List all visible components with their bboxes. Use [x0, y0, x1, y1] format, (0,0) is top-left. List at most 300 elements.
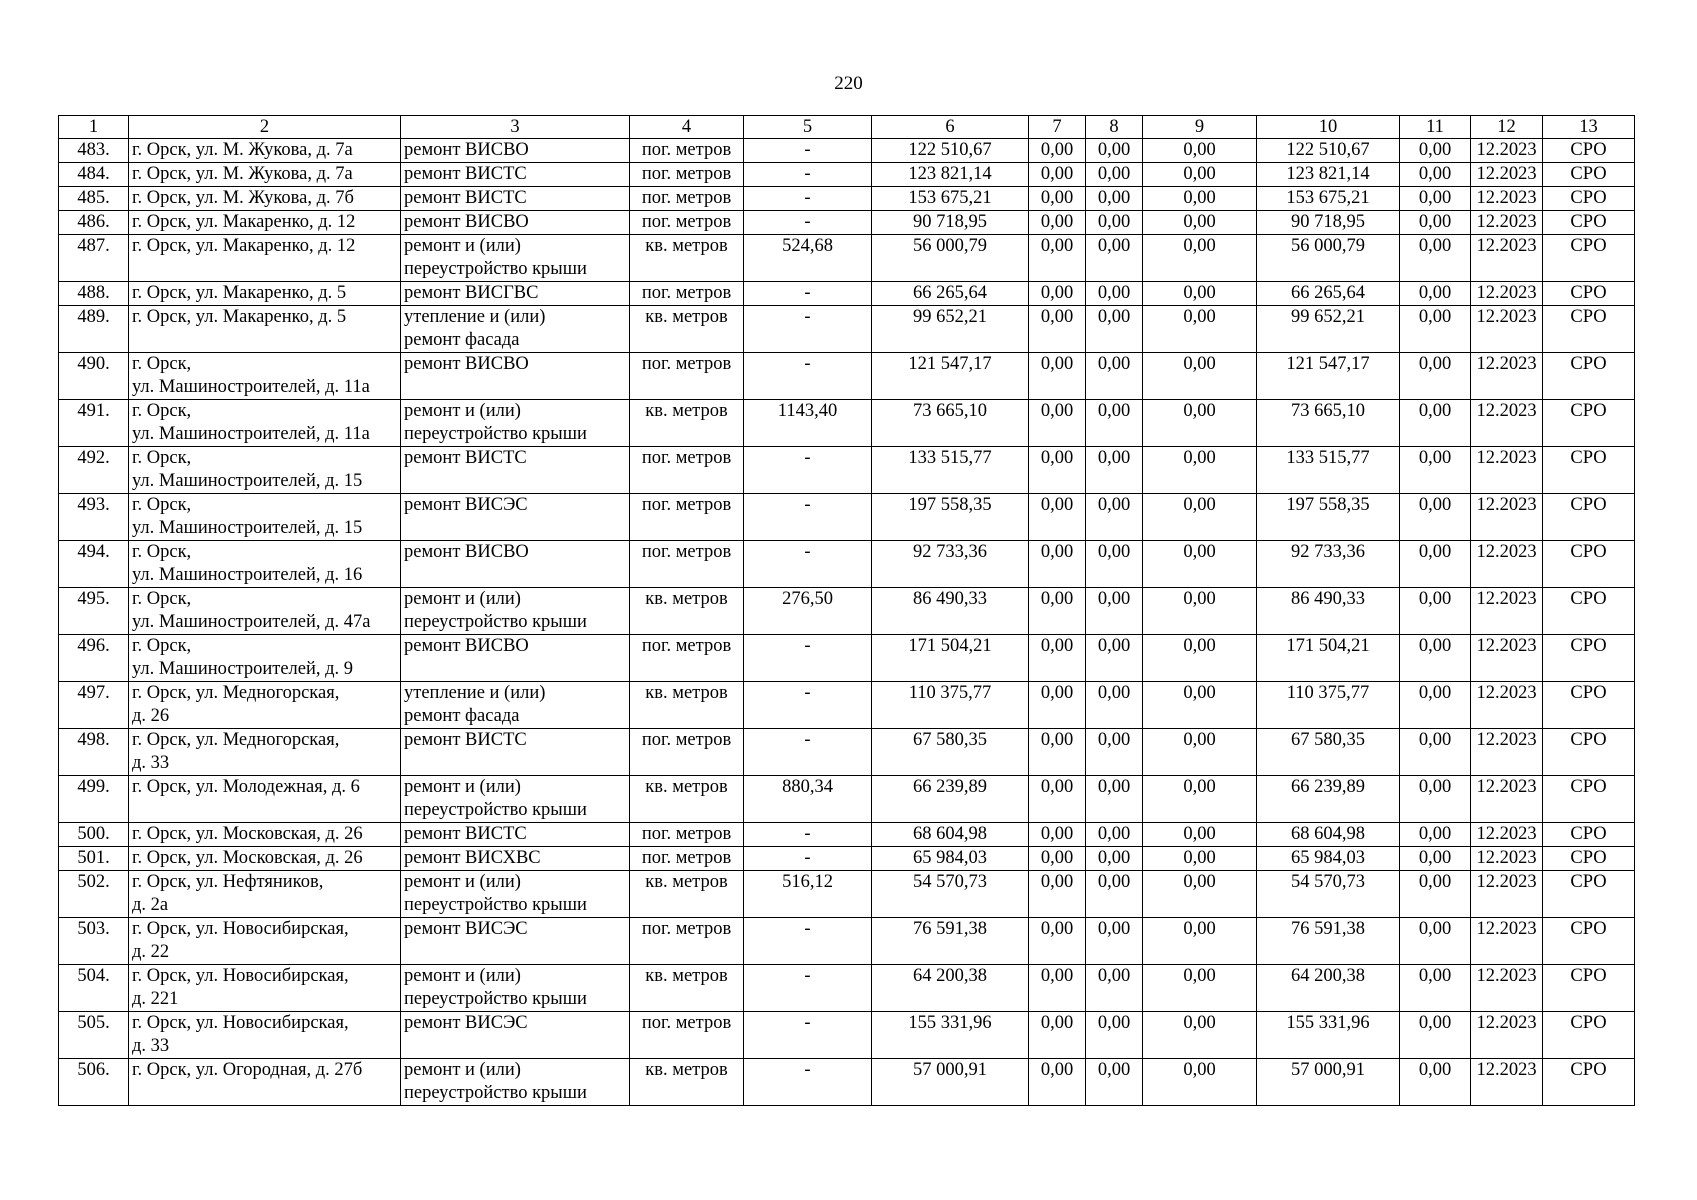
municipal-funds-cell: 0,00 — [1143, 1012, 1257, 1059]
owner-funds-cell: 56 000,79 — [1257, 235, 1400, 282]
completion-date-cell: 12.2023 — [1471, 494, 1543, 541]
fund-type-cell: СРО — [1543, 494, 1635, 541]
address-cell — [129, 400, 401, 447]
federal-funds-cell: 0,00 — [1029, 823, 1086, 847]
fund-type-cell: СРО — [1543, 965, 1635, 1012]
completion-date-cell: 12.2023 — [1471, 163, 1543, 187]
total-cost-cell: 123 821,14 — [872, 163, 1029, 187]
address-cell — [129, 235, 401, 282]
municipal-funds-cell: 0,00 — [1143, 447, 1257, 494]
table-row — [59, 776, 1635, 823]
federal-funds-cell: 0,00 — [1029, 776, 1086, 823]
regional-funds-cell: 0,00 — [1086, 282, 1143, 306]
address-cell-line: г. Орск, ул. Макаренко, д. 5 — [132, 307, 347, 327]
row-number-cell: 491. — [59, 400, 129, 447]
municipal-funds-cell: 0,00 — [1143, 494, 1257, 541]
fund-type-cell: СРО — [1543, 541, 1635, 588]
total-cost-cell: 171 504,21 — [872, 635, 1029, 682]
work-type-cell-line: ремонт ВИСВО — [404, 212, 529, 232]
row-number-cell: 499. — [59, 776, 129, 823]
column-header: 6 — [872, 116, 1029, 139]
other-funds-cell: 0,00 — [1400, 965, 1471, 1012]
completion-date-cell: 12.2023 — [1471, 776, 1543, 823]
table-row — [59, 682, 1635, 729]
work-type-cell — [401, 353, 630, 400]
fund-type-cell: СРО — [1543, 588, 1635, 635]
other-funds-cell: 0,00 — [1400, 187, 1471, 211]
unit-cell: пог. метров — [630, 847, 744, 871]
address-cell-line: ул. Машиностроителей, д. 47а — [132, 612, 371, 632]
fund-type-cell: СРО — [1543, 729, 1635, 776]
regional-funds-cell: 0,00 — [1086, 682, 1143, 729]
work-type-cell — [401, 400, 630, 447]
federal-funds-cell: 0,00 — [1029, 1012, 1086, 1059]
row-number-cell: 494. — [59, 541, 129, 588]
address-cell — [129, 187, 401, 211]
fund-type-cell: СРО — [1543, 306, 1635, 353]
work-type-cell-line: ремонт ВИСТС — [404, 188, 527, 208]
regional-funds-cell: 0,00 — [1086, 847, 1143, 871]
address-cell-line: г. Орск, ул. Нефтяников, — [132, 872, 324, 892]
column-header: 12 — [1471, 116, 1543, 139]
column-header: 8 — [1086, 116, 1143, 139]
quantity-cell: 1143,40 — [744, 400, 872, 447]
address-cell-line: д. 33 — [132, 1036, 170, 1056]
work-type-cell-line: ремонт ВИСТС — [404, 730, 527, 750]
table-row — [59, 306, 1635, 353]
other-funds-cell: 0,00 — [1400, 353, 1471, 400]
address-cell — [129, 139, 401, 163]
fund-type-cell: СРО — [1543, 400, 1635, 447]
unit-cell: пог. метров — [630, 729, 744, 776]
work-type-cell-line: утепление и (или) — [404, 307, 546, 327]
municipal-funds-cell: 0,00 — [1143, 235, 1257, 282]
completion-date-cell: 12.2023 — [1471, 211, 1543, 235]
regional-funds-cell: 0,00 — [1086, 235, 1143, 282]
address-cell — [129, 823, 401, 847]
municipal-funds-cell: 0,00 — [1143, 211, 1257, 235]
federal-funds-cell: 0,00 — [1029, 494, 1086, 541]
quantity-cell: - — [744, 541, 872, 588]
row-number-cell: 493. — [59, 494, 129, 541]
other-funds-cell: 0,00 — [1400, 588, 1471, 635]
row-number-cell: 500. — [59, 823, 129, 847]
regional-funds-cell: 0,00 — [1086, 918, 1143, 965]
fund-type-cell: СРО — [1543, 163, 1635, 187]
other-funds-cell: 0,00 — [1400, 211, 1471, 235]
row-number-cell: 485. — [59, 187, 129, 211]
address-cell — [129, 353, 401, 400]
quantity-cell: - — [744, 965, 872, 1012]
repair-register-table — [58, 115, 1635, 1106]
work-type-cell-line: переустройство крыши — [404, 895, 587, 915]
row-number-cell: 502. — [59, 871, 129, 918]
address-cell-line: г. Орск, ул. Московская, д. 26 — [132, 848, 363, 868]
address-cell-line: г. Орск, — [132, 589, 192, 609]
address-cell-line: г. Орск, ул. М. Жукова, д. 7а — [132, 164, 353, 184]
other-funds-cell: 0,00 — [1400, 1012, 1471, 1059]
quantity-cell: 524,68 — [744, 235, 872, 282]
unit-cell: пог. метров — [630, 635, 744, 682]
table-row — [59, 494, 1635, 541]
total-cost-cell: 110 375,77 — [872, 682, 1029, 729]
unit-cell: пог. метров — [630, 282, 744, 306]
owner-funds-cell: 110 375,77 — [1257, 682, 1400, 729]
owner-funds-cell: 64 200,38 — [1257, 965, 1400, 1012]
unit-cell: пог. метров — [630, 823, 744, 847]
table-row — [59, 729, 1635, 776]
owner-funds-cell: 153 675,21 — [1257, 187, 1400, 211]
municipal-funds-cell: 0,00 — [1143, 1059, 1257, 1106]
regional-funds-cell: 0,00 — [1086, 163, 1143, 187]
table-row — [59, 163, 1635, 187]
address-cell-line: г. Орск, — [132, 448, 192, 468]
column-header: 4 — [630, 116, 744, 139]
work-type-cell — [401, 1059, 630, 1106]
address-cell-line: г. Орск, ул. Макаренко, д. 12 — [132, 236, 356, 256]
completion-date-cell: 12.2023 — [1471, 729, 1543, 776]
federal-funds-cell: 0,00 — [1029, 306, 1086, 353]
work-type-cell-line: ремонт ВИСВО — [404, 636, 529, 656]
row-number-cell: 495. — [59, 588, 129, 635]
completion-date-cell: 12.2023 — [1471, 400, 1543, 447]
completion-date-cell: 12.2023 — [1471, 871, 1543, 918]
completion-date-cell: 12.2023 — [1471, 235, 1543, 282]
address-cell-line: ул. Машиностроителей, д. 9 — [132, 659, 354, 679]
total-cost-cell: 66 265,64 — [872, 282, 1029, 306]
column-header: 10 — [1257, 116, 1400, 139]
unit-cell: кв. метров — [630, 776, 744, 823]
row-number-cell: 498. — [59, 729, 129, 776]
table-row — [59, 211, 1635, 235]
header-row — [59, 116, 1635, 139]
regional-funds-cell: 0,00 — [1086, 823, 1143, 847]
table-header — [59, 116, 1635, 139]
regional-funds-cell: 0,00 — [1086, 211, 1143, 235]
row-number-cell: 501. — [59, 847, 129, 871]
regional-funds-cell: 0,00 — [1086, 187, 1143, 211]
total-cost-cell: 121 547,17 — [872, 353, 1029, 400]
page-number: 220 — [834, 73, 863, 94]
quantity-cell: - — [744, 187, 872, 211]
address-cell-line: г. Орск, ул. Новосибирская, — [132, 1013, 349, 1033]
column-header: 9 — [1143, 116, 1257, 139]
table-row — [59, 823, 1635, 847]
table-row — [59, 187, 1635, 211]
address-cell-line: г. Орск, ул. Медногорская, — [132, 683, 340, 703]
federal-funds-cell: 0,00 — [1029, 353, 1086, 400]
work-type-cell-line: ремонт и (или) — [404, 589, 521, 609]
row-number-cell: 503. — [59, 918, 129, 965]
work-type-cell — [401, 847, 630, 871]
address-cell — [129, 211, 401, 235]
total-cost-cell: 197 558,35 — [872, 494, 1029, 541]
other-funds-cell: 0,00 — [1400, 729, 1471, 776]
row-number-cell: 496. — [59, 635, 129, 682]
total-cost-cell: 86 490,33 — [872, 588, 1029, 635]
quantity-cell: - — [744, 163, 872, 187]
owner-funds-cell: 122 510,67 — [1257, 139, 1400, 163]
fund-type-cell: СРО — [1543, 635, 1635, 682]
address-cell — [129, 682, 401, 729]
total-cost-cell: 54 570,73 — [872, 871, 1029, 918]
total-cost-cell: 153 675,21 — [872, 187, 1029, 211]
completion-date-cell: 12.2023 — [1471, 282, 1543, 306]
regional-funds-cell: 0,00 — [1086, 1059, 1143, 1106]
owner-funds-cell: 197 558,35 — [1257, 494, 1400, 541]
work-type-cell-line: ремонт фасада — [404, 706, 520, 726]
fund-type-cell: СРО — [1543, 682, 1635, 729]
address-cell-line: д. 33 — [132, 753, 170, 773]
address-cell-line: г. Орск, ул. М. Жукова, д. 7а — [132, 140, 353, 160]
address-cell-line: г. Орск, ул. Московская, д. 26 — [132, 824, 363, 844]
federal-funds-cell: 0,00 — [1029, 965, 1086, 1012]
owner-funds-cell: 76 591,38 — [1257, 918, 1400, 965]
completion-date-cell: 12.2023 — [1471, 353, 1543, 400]
unit-cell: пог. метров — [630, 494, 744, 541]
unit-cell: пог. метров — [630, 1012, 744, 1059]
row-number-cell: 489. — [59, 306, 129, 353]
column-header: 5 — [744, 116, 872, 139]
municipal-funds-cell: 0,00 — [1143, 918, 1257, 965]
municipal-funds-cell: 0,00 — [1143, 187, 1257, 211]
municipal-funds-cell: 0,00 — [1143, 353, 1257, 400]
address-cell-line: г. Орск, ул. Огородная, д. 27б — [132, 1060, 363, 1080]
municipal-funds-cell: 0,00 — [1143, 282, 1257, 306]
municipal-funds-cell: 0,00 — [1143, 541, 1257, 588]
total-cost-cell: 66 239,89 — [872, 776, 1029, 823]
quantity-cell: 276,50 — [744, 588, 872, 635]
work-type-cell-line: ремонт и (или) — [404, 236, 521, 256]
municipal-funds-cell: 0,00 — [1143, 871, 1257, 918]
owner-funds-cell: 155 331,96 — [1257, 1012, 1400, 1059]
address-cell-line: д. 22 — [132, 942, 170, 962]
address-cell — [129, 1059, 401, 1106]
quantity-cell: - — [744, 282, 872, 306]
quantity-cell: - — [744, 635, 872, 682]
owner-funds-cell: 67 580,35 — [1257, 729, 1400, 776]
owner-funds-cell: 68 604,98 — [1257, 823, 1400, 847]
address-cell — [129, 1012, 401, 1059]
regional-funds-cell: 0,00 — [1086, 447, 1143, 494]
address-cell-line: г. Орск, ул. Молодежная, д. 6 — [132, 777, 360, 797]
work-type-cell-line: ремонт ВИСВО — [404, 140, 529, 160]
total-cost-cell: 73 665,10 — [872, 400, 1029, 447]
row-number-cell: 490. — [59, 353, 129, 400]
completion-date-cell: 12.2023 — [1471, 1059, 1543, 1106]
other-funds-cell: 0,00 — [1400, 235, 1471, 282]
work-type-cell-line: ремонт ВИСТС — [404, 448, 527, 468]
work-type-cell-line: переустройство крыши — [404, 800, 587, 820]
row-number-cell: 497. — [59, 682, 129, 729]
regional-funds-cell: 0,00 — [1086, 588, 1143, 635]
address-cell — [129, 847, 401, 871]
fund-type-cell: СРО — [1543, 353, 1635, 400]
completion-date-cell: 12.2023 — [1471, 187, 1543, 211]
quantity-cell: - — [744, 447, 872, 494]
work-type-cell — [401, 729, 630, 776]
unit-cell: кв. метров — [630, 682, 744, 729]
address-cell-line: ул. Машиностроителей, д. 11а — [132, 377, 370, 397]
unit-cell: кв. метров — [630, 400, 744, 447]
address-cell — [129, 282, 401, 306]
work-type-cell — [401, 494, 630, 541]
work-type-cell-line: переустройство крыши — [404, 259, 587, 279]
address-cell — [129, 588, 401, 635]
regional-funds-cell: 0,00 — [1086, 635, 1143, 682]
completion-date-cell: 12.2023 — [1471, 1012, 1543, 1059]
row-number-cell: 487. — [59, 235, 129, 282]
other-funds-cell: 0,00 — [1400, 306, 1471, 353]
work-type-cell-line: ремонт и (или) — [404, 872, 521, 892]
address-cell-line: г. Орск, — [132, 542, 192, 562]
address-cell-line: г. Орск, ул. М. Жукова, д. 7б — [132, 188, 354, 208]
row-number-cell: 492. — [59, 447, 129, 494]
fund-type-cell: СРО — [1543, 235, 1635, 282]
work-type-cell-line: ремонт ВИСТС — [404, 164, 527, 184]
quantity-cell: - — [744, 682, 872, 729]
completion-date-cell: 12.2023 — [1471, 847, 1543, 871]
federal-funds-cell: 0,00 — [1029, 635, 1086, 682]
total-cost-cell: 92 733,36 — [872, 541, 1029, 588]
regional-funds-cell: 0,00 — [1086, 871, 1143, 918]
address-cell-line: д. 2а — [132, 895, 169, 915]
municipal-funds-cell: 0,00 — [1143, 823, 1257, 847]
other-funds-cell: 0,00 — [1400, 541, 1471, 588]
owner-funds-cell: 171 504,21 — [1257, 635, 1400, 682]
owner-funds-cell: 121 547,17 — [1257, 353, 1400, 400]
table-row — [59, 1059, 1635, 1106]
fund-type-cell: СРО — [1543, 139, 1635, 163]
other-funds-cell: 0,00 — [1400, 139, 1471, 163]
work-type-cell — [401, 447, 630, 494]
fund-type-cell: СРО — [1543, 918, 1635, 965]
completion-date-cell: 12.2023 — [1471, 682, 1543, 729]
work-type-cell — [401, 1012, 630, 1059]
quantity-cell: - — [744, 918, 872, 965]
other-funds-cell: 0,00 — [1400, 847, 1471, 871]
row-number-cell: 505. — [59, 1012, 129, 1059]
work-type-cell — [401, 163, 630, 187]
address-cell — [129, 871, 401, 918]
row-number-cell: 488. — [59, 282, 129, 306]
owner-funds-cell: 65 984,03 — [1257, 847, 1400, 871]
unit-cell: пог. метров — [630, 187, 744, 211]
other-funds-cell: 0,00 — [1400, 871, 1471, 918]
address-cell — [129, 729, 401, 776]
work-type-cell — [401, 965, 630, 1012]
work-type-cell-line: переустройство крыши — [404, 1083, 587, 1103]
unit-cell: пог. метров — [630, 918, 744, 965]
work-type-cell — [401, 823, 630, 847]
owner-funds-cell: 73 665,10 — [1257, 400, 1400, 447]
work-type-cell-line: ремонт ВИСЭС — [404, 1013, 528, 1033]
table-row — [59, 235, 1635, 282]
federal-funds-cell: 0,00 — [1029, 163, 1086, 187]
municipal-funds-cell: 0,00 — [1143, 635, 1257, 682]
work-type-cell-line: переустройство крыши — [404, 424, 587, 444]
other-funds-cell: 0,00 — [1400, 282, 1471, 306]
total-cost-cell: 122 510,67 — [872, 139, 1029, 163]
work-type-cell — [401, 588, 630, 635]
unit-cell: кв. метров — [630, 235, 744, 282]
federal-funds-cell: 0,00 — [1029, 541, 1086, 588]
owner-funds-cell: 86 490,33 — [1257, 588, 1400, 635]
owner-funds-cell: 123 821,14 — [1257, 163, 1400, 187]
work-type-cell — [401, 306, 630, 353]
federal-funds-cell: 0,00 — [1029, 871, 1086, 918]
address-cell-line: г. Орск, — [132, 636, 192, 656]
other-funds-cell: 0,00 — [1400, 494, 1471, 541]
other-funds-cell: 0,00 — [1400, 400, 1471, 447]
other-funds-cell: 0,00 — [1400, 918, 1471, 965]
address-cell — [129, 635, 401, 682]
completion-date-cell: 12.2023 — [1471, 823, 1543, 847]
address-cell — [129, 541, 401, 588]
address-cell-line: г. Орск, — [132, 401, 192, 421]
owner-funds-cell: 66 265,64 — [1257, 282, 1400, 306]
table-row — [59, 965, 1635, 1012]
other-funds-cell: 0,00 — [1400, 823, 1471, 847]
regional-funds-cell: 0,00 — [1086, 965, 1143, 1012]
work-type-cell-line: ремонт ВИСВО — [404, 542, 529, 562]
federal-funds-cell: 0,00 — [1029, 847, 1086, 871]
quantity-cell: - — [744, 139, 872, 163]
fund-type-cell: СРО — [1543, 282, 1635, 306]
completion-date-cell: 12.2023 — [1471, 588, 1543, 635]
table-row — [59, 1012, 1635, 1059]
quantity-cell: - — [744, 847, 872, 871]
federal-funds-cell: 0,00 — [1029, 682, 1086, 729]
column-header: 13 — [1543, 116, 1635, 139]
total-cost-cell: 155 331,96 — [872, 1012, 1029, 1059]
table-row — [59, 447, 1635, 494]
quantity-cell: - — [744, 306, 872, 353]
address-cell-line: д. 26 — [132, 706, 170, 726]
completion-date-cell: 12.2023 — [1471, 447, 1543, 494]
fund-type-cell: СРО — [1543, 823, 1635, 847]
other-funds-cell: 0,00 — [1400, 776, 1471, 823]
address-cell-line: ул. Машиностроителей, д. 15 — [132, 471, 363, 491]
total-cost-cell: 76 591,38 — [872, 918, 1029, 965]
column-header: 3 — [401, 116, 630, 139]
table-row — [59, 588, 1635, 635]
table-row — [59, 871, 1635, 918]
owner-funds-cell: 57 000,91 — [1257, 1059, 1400, 1106]
table-body — [59, 139, 1635, 1106]
unit-cell: пог. метров — [630, 211, 744, 235]
table-row — [59, 541, 1635, 588]
regional-funds-cell: 0,00 — [1086, 494, 1143, 541]
regional-funds-cell: 0,00 — [1086, 353, 1143, 400]
total-cost-cell: 57 000,91 — [872, 1059, 1029, 1106]
owner-funds-cell: 90 718,95 — [1257, 211, 1400, 235]
unit-cell: кв. метров — [630, 965, 744, 1012]
work-type-cell-line: переустройство крыши — [404, 989, 587, 1009]
municipal-funds-cell: 0,00 — [1143, 776, 1257, 823]
table-row — [59, 918, 1635, 965]
federal-funds-cell: 0,00 — [1029, 1059, 1086, 1106]
municipal-funds-cell: 0,00 — [1143, 163, 1257, 187]
quantity-cell: 880,34 — [744, 776, 872, 823]
row-number-cell: 483. — [59, 139, 129, 163]
municipal-funds-cell: 0,00 — [1143, 306, 1257, 353]
quantity-cell: - — [744, 1012, 872, 1059]
address-cell-line: г. Орск, ул. Медногорская, — [132, 730, 340, 750]
work-type-cell-line: ремонт и (или) — [404, 966, 521, 986]
table-row — [59, 353, 1635, 400]
address-cell-line: ул. Машиностроителей, д. 16 — [132, 565, 363, 585]
